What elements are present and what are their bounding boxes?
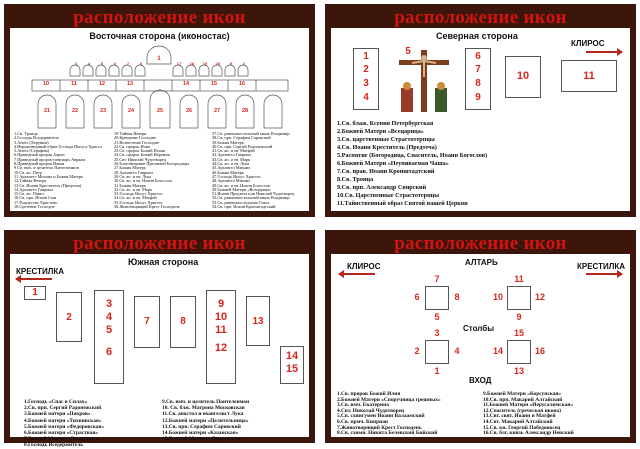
pillars-panel — [325, 230, 636, 443]
list-item: 13.Св. Иоанн Креститель (Предтеча) — [14, 182, 82, 188]
icon-number: 3 — [363, 78, 369, 89]
list-item: 43.Св. ап. и ев. Марк — [212, 156, 251, 162]
list-item: 13.Св. прп. Серафим Саровский — [162, 423, 241, 430]
icon-number: 11 — [215, 324, 227, 336]
list-item: 33.Господь Иисус Христос — [114, 191, 164, 197]
list-item: 11.Св. апостол и евангелист Лука — [162, 411, 244, 418]
east-list-col3 — [212, 132, 308, 209]
list-item: 18.Сретение Господне — [14, 204, 55, 210]
icon-number: 2 — [363, 64, 369, 75]
icon-number: 25 — [156, 108, 164, 114]
icon-number: 6 — [113, 61, 117, 66]
icon-number: 9 — [217, 298, 225, 310]
icon-number: 14 — [182, 81, 190, 87]
icon-number: 4 — [363, 92, 369, 103]
icon-frame — [199, 65, 209, 76]
icon-number: 8 — [454, 292, 460, 302]
list-item: 10.Св. Царственные Страстотерпцы — [337, 192, 440, 199]
list-item: 10. Св. блж. Матрона Московская — [162, 405, 245, 412]
icon-number: 17 — [176, 61, 182, 66]
list-item: 36.Животворящий Крест Господень — [114, 204, 180, 210]
list-item: 4.Св. Иоанн Креститель (Предтеча) — [337, 144, 437, 151]
pillar-4 — [507, 340, 531, 364]
icon-number: 1 — [32, 287, 38, 298]
icon-number: 4 — [454, 346, 460, 356]
list-item: 11.Архангел Михаил и Божия Матерь — [14, 173, 83, 179]
list-item: 14.Свт. Макарий Алтайский — [483, 418, 553, 425]
list-item: 26.Благовещение Пресвятой Богородицы — [114, 161, 190, 167]
list-item: 10.Св. ап. Петр — [14, 169, 42, 175]
list-item: 29.Св. ап. и ев. Лука — [114, 173, 152, 179]
list-item: 16.Св. прп. Иоанн Сын — [14, 195, 57, 201]
list-item: 9.Св. вмч. и целитель Пантелеимон — [14, 165, 79, 171]
icon-number: 15 — [210, 81, 218, 87]
list-item: 7.Животворящий Крест Господень — [337, 424, 422, 431]
list-item: 14.Божией матери «Казанская» — [162, 430, 239, 437]
icon-number: 12 — [214, 342, 228, 354]
icon-number: 21 — [43, 108, 51, 114]
list-item: 52.Св. равноапостольный князь Владимир — [212, 195, 290, 201]
list-item: 3.Св. царственные Страстотерпцы — [337, 136, 435, 143]
north-panel — [325, 4, 636, 217]
icon-number: 14 — [285, 350, 299, 362]
icon-number: 12 — [98, 81, 106, 87]
list-item: 20.Крещение Господне — [114, 135, 157, 141]
list-item: 16.Св. блг. князь Александр Невский — [483, 430, 574, 437]
south-list-col2 — [162, 399, 307, 442]
icon-number: 3 — [74, 61, 78, 66]
altar-label: АЛТАРЬ — [465, 258, 498, 267]
arrow-left-icon — [16, 278, 52, 280]
list-item: 21.Вознесение Господне — [114, 139, 159, 145]
north-list — [337, 120, 627, 208]
list-item: 1.Господь «Спас в Силах» — [24, 399, 88, 405]
icon-frame — [109, 65, 119, 76]
list-item: 9.Божией Матери «Корсунская» — [483, 391, 562, 397]
list-item: 27.Божия Матерь — [114, 165, 146, 171]
list-item: 41.Св. ап. и ев. Матфей — [212, 148, 255, 154]
icon-number: 9 — [516, 312, 522, 322]
list-item: 1.Св. пророк Божий Илия — [337, 391, 401, 397]
panel-title: расположение икон — [394, 7, 567, 28]
icon-number: 20 — [215, 61, 221, 66]
east-list-col1 — [14, 132, 110, 209]
list-item: 4.Свт. Николай Чудотворец — [337, 407, 405, 414]
list-item: 54.Св. прп. Иоанн Кронштадтский — [212, 204, 276, 210]
list-item: 11.Тайнственный образ Святой нашей Церкви — [337, 200, 468, 207]
list-item: 2.Божией Матери «Всецарица» — [337, 128, 424, 135]
list-item: 11.Божией Матери «Иерусалимская» — [483, 402, 574, 409]
west-list-col1 — [337, 392, 482, 437]
list-item: 49.Св. ап. и ев. Иоанн Богослов — [212, 182, 270, 188]
list-item: 38.Св. прп. Серафим Саровский — [212, 135, 271, 141]
icon-number: 18 — [189, 61, 195, 66]
list-item: 30.Св. ап. и ев. Иоанн Богослов — [114, 178, 172, 184]
icon-number: 12 — [534, 292, 545, 302]
list-item: 28.Архангел Гавриил — [114, 169, 153, 175]
list-item: 5.Ангел (Серафим) — [14, 148, 50, 154]
kliros-label: КЛИРОС — [571, 39, 605, 48]
arrow-right-icon — [586, 51, 622, 53]
list-item: 48.Архангел Михаил — [212, 178, 251, 184]
pillar-2 — [507, 286, 531, 310]
list-item: 2.Св. прп. Сергий Радонежский — [24, 405, 102, 412]
list-item: 7.Праведный пророк-патриарх Авраам — [14, 156, 85, 162]
list-item: 10.Св. прп. Макарий Алтайский — [483, 396, 563, 403]
list-item: 24.Св. пророк Божий Иеремия — [114, 152, 170, 158]
icon-number: 6 — [414, 292, 420, 302]
list-item: 17.Рождество Христово — [14, 199, 58, 205]
icon-number: 5 — [405, 46, 411, 57]
icon-number: 7 — [434, 274, 440, 284]
icon-frame — [212, 65, 222, 76]
east-subtitle: Восточная сторона (иконостас) — [89, 31, 230, 41]
icon-number: 26 — [185, 108, 193, 114]
list-item: 2.Господь Вседержитель — [14, 135, 60, 141]
pillar-3 — [425, 340, 449, 364]
icon-number: 10 — [42, 81, 50, 87]
east-content — [10, 28, 309, 211]
panel-title: расположение икон — [394, 233, 567, 254]
icon-number: 16 — [534, 346, 545, 356]
list-item: 3.Божией матери «Покров» — [24, 411, 91, 418]
krestilka-label: КРЕСТИЛКА — [577, 262, 626, 271]
list-item: 53.Св. равноапостольная Ольга — [212, 199, 270, 205]
list-item: 8.Праведный пророк Иаков — [14, 161, 65, 167]
icon-number: 2 — [66, 312, 72, 323]
icon-number: 3 — [434, 328, 440, 338]
list-item: 25.Свт. Николай Чудотворец — [114, 156, 166, 162]
icon-number: 2 — [242, 61, 246, 66]
list-item: 4.Нерукотворный образ Господа Иисуса Христа — [14, 143, 102, 149]
east-panel — [4, 4, 315, 217]
icon-number: 13 — [126, 81, 134, 87]
icon-number: 8 — [139, 61, 143, 66]
icon-number: 8 — [180, 316, 186, 327]
list-item: 47.Господь Иисус Христос — [212, 173, 262, 179]
icon-frame — [96, 65, 106, 76]
icon-number: 4 — [87, 61, 91, 66]
icon-number: 1 — [157, 56, 161, 62]
list-item: 12.Спаситель (греческая икона) — [483, 407, 562, 414]
icon-number: 24 — [127, 108, 135, 114]
list-item: 40.Св. прп. Сергий Радонежский — [212, 143, 273, 149]
list-item: 2.Божией Матери «Споручница грешных» — [337, 396, 441, 403]
list-item: 12.Тайная Вечеря — [14, 178, 47, 184]
icon-number: 1 — [363, 51, 369, 62]
icon-number: 5 — [105, 324, 113, 336]
north-subtitle: Северная сторона — [436, 31, 518, 41]
icon-frame — [225, 65, 235, 76]
list-item: 5.Распятие (Богородица, Спаситель, Иоанн Богослов) — [337, 152, 488, 159]
list-item: 35.Господь Иисус Христос — [114, 199, 164, 205]
north-content — [331, 28, 630, 211]
icon-number: 13 — [513, 366, 524, 376]
list-item: 42.Архангел Гавриил — [212, 152, 251, 158]
icon-number: 5 — [434, 312, 440, 322]
panel-title: расположение икон — [73, 7, 246, 28]
list-item: 9.Св. вмч. и целитель Пантелеимон — [162, 399, 250, 405]
icon-number: 28 — [241, 108, 249, 114]
list-item: 50.Божией Матери «Всецарица» — [212, 186, 272, 192]
list-item: 8.Св. схимн. Никита Белевский Бийский — [337, 430, 438, 437]
list-item: 15.Св. кн. Георгий Победоносец — [483, 424, 561, 431]
list-item: 5.Св. схиигумен Иоанн Валаамский — [337, 413, 425, 420]
arrow-left-icon — [339, 273, 375, 275]
icon-number: 14 — [492, 346, 503, 356]
list-item: 37.Св. равноапостольный князь Владимир — [212, 131, 290, 136]
list-item: 13.Свт. свят. Иоанн и Матфей — [483, 413, 556, 420]
list-item: 6.Св. прмч. Киприан — [337, 418, 388, 425]
icon-number: 3 — [105, 298, 113, 310]
kliros-label: КЛИРОС — [347, 262, 381, 271]
icon-number: 6 — [105, 346, 113, 358]
crucifixion-image — [389, 46, 459, 112]
south-list-col1 — [24, 399, 164, 449]
list-item: 7.Св. прав. Иоанн Кронштадтский — [337, 168, 435, 175]
south-subtitle: Южная сторона — [128, 257, 199, 267]
west-list-col2 — [483, 392, 628, 437]
icon-number: 11 — [583, 70, 595, 82]
list-item: 7.Божией Матери «Всецарица» — [24, 436, 100, 443]
pillar-1 — [425, 286, 449, 310]
list-item: 8.Господь Вседержитель — [24, 442, 84, 449]
icon-number: 27 — [213, 108, 221, 114]
icon-number: 15 — [285, 363, 299, 375]
icon-number: 10 — [492, 292, 503, 302]
icon-number: 16 — [238, 81, 246, 87]
icon-number: 4 — [105, 311, 113, 323]
icon-number: 22 — [71, 108, 79, 114]
icon-number: 13 — [252, 316, 264, 327]
icon-frame — [173, 65, 183, 76]
arrow-right-icon — [586, 273, 622, 275]
icon-number: 19 — [202, 61, 208, 66]
icon-number: 7 — [144, 316, 150, 327]
list-item: 51.Иоанн Предтеча или Николай Чудотворец — [212, 191, 295, 197]
list-item: 14.Архангел Гавриил — [14, 186, 53, 192]
south-content — [10, 254, 309, 449]
list-item: 34.Св. ап. и ев. Матфей — [114, 195, 157, 201]
icon-number: 9 — [229, 61, 233, 66]
list-item: 1.Св. блаж. Ксения Петербургская — [337, 120, 434, 127]
list-item: 6.Божией матери «Страстная» — [24, 430, 99, 437]
entrance-label: ВХОД — [469, 376, 492, 385]
krestilka-label: КРЕСТИЛКА — [16, 267, 65, 276]
list-item: 9.Св. прп. Александр Свирский — [337, 184, 427, 191]
list-item: 46.Божия Матерь — [212, 169, 244, 175]
list-item: 1.Св. Троица — [14, 131, 38, 136]
icon-number: 7 — [126, 61, 130, 66]
icon-number: 1 — [434, 366, 440, 376]
icon-number: 2 — [414, 346, 420, 356]
list-item: 45.Архангел Михаил — [212, 165, 251, 171]
list-item: 44.Св. ап. и ев. Лука — [212, 161, 250, 167]
pillars-label: Столбы — [463, 324, 495, 333]
icon-frame — [70, 65, 80, 76]
icon-number: 10 — [214, 311, 228, 323]
list-item: 22.Св. пророк Иона — [114, 143, 150, 149]
list-item: 3.Ангел (Херувим) — [14, 139, 49, 145]
panel-title: расположение икон — [73, 233, 246, 254]
icon-number: 5 — [100, 61, 104, 66]
list-item: 6.Божией Матери «Неупиваемая Чаша» — [337, 160, 449, 167]
list-item: 15.Божией Матери «Державная» — [162, 436, 242, 443]
icon-number: 11 — [71, 81, 77, 87]
list-item: 15.Св. ап. Павел — [14, 191, 44, 197]
south-panel — [4, 230, 315, 449]
icon-number: 23 — [99, 108, 107, 114]
icon-number: 10 — [516, 70, 530, 82]
pillars-content — [331, 254, 630, 437]
list-item: 39.Божия Матерь — [212, 139, 244, 145]
icon-frame — [83, 65, 93, 76]
icon-frame — [135, 65, 145, 76]
list-item: 5.Божией матери «Федоровская» — [24, 423, 105, 430]
east-list-col2 — [114, 132, 210, 209]
list-item: 32.Св. ап. и ев. Марк — [114, 186, 153, 192]
list-item: 8.Св. Троица — [337, 176, 374, 183]
icon-frame — [122, 65, 132, 76]
icon-number: 11 — [514, 274, 524, 284]
list-item: 4.Божией матери «Тихвинская» — [24, 417, 102, 424]
list-item: 12.Божией матери «Целительница» — [162, 417, 249, 424]
list-item: 6.Праведный пророк Аарон — [14, 152, 65, 158]
icon-number: 8 — [475, 78, 481, 89]
list-item: 23.Св. пророк Божий Исаия — [114, 148, 165, 154]
icon-number: 9 — [475, 92, 481, 103]
list-item: 3.Св. вмч. Екатерина — [337, 402, 389, 409]
icon-number: 6 — [475, 51, 481, 62]
icon-number: 7 — [475, 64, 481, 75]
list-item: 31.Божия Матерь — [114, 182, 146, 188]
list-item: 19.Тайная Вечеря — [114, 131, 147, 136]
icon-frame — [186, 65, 196, 76]
icon-number: 15 — [513, 328, 524, 338]
icon-frame — [238, 65, 248, 76]
